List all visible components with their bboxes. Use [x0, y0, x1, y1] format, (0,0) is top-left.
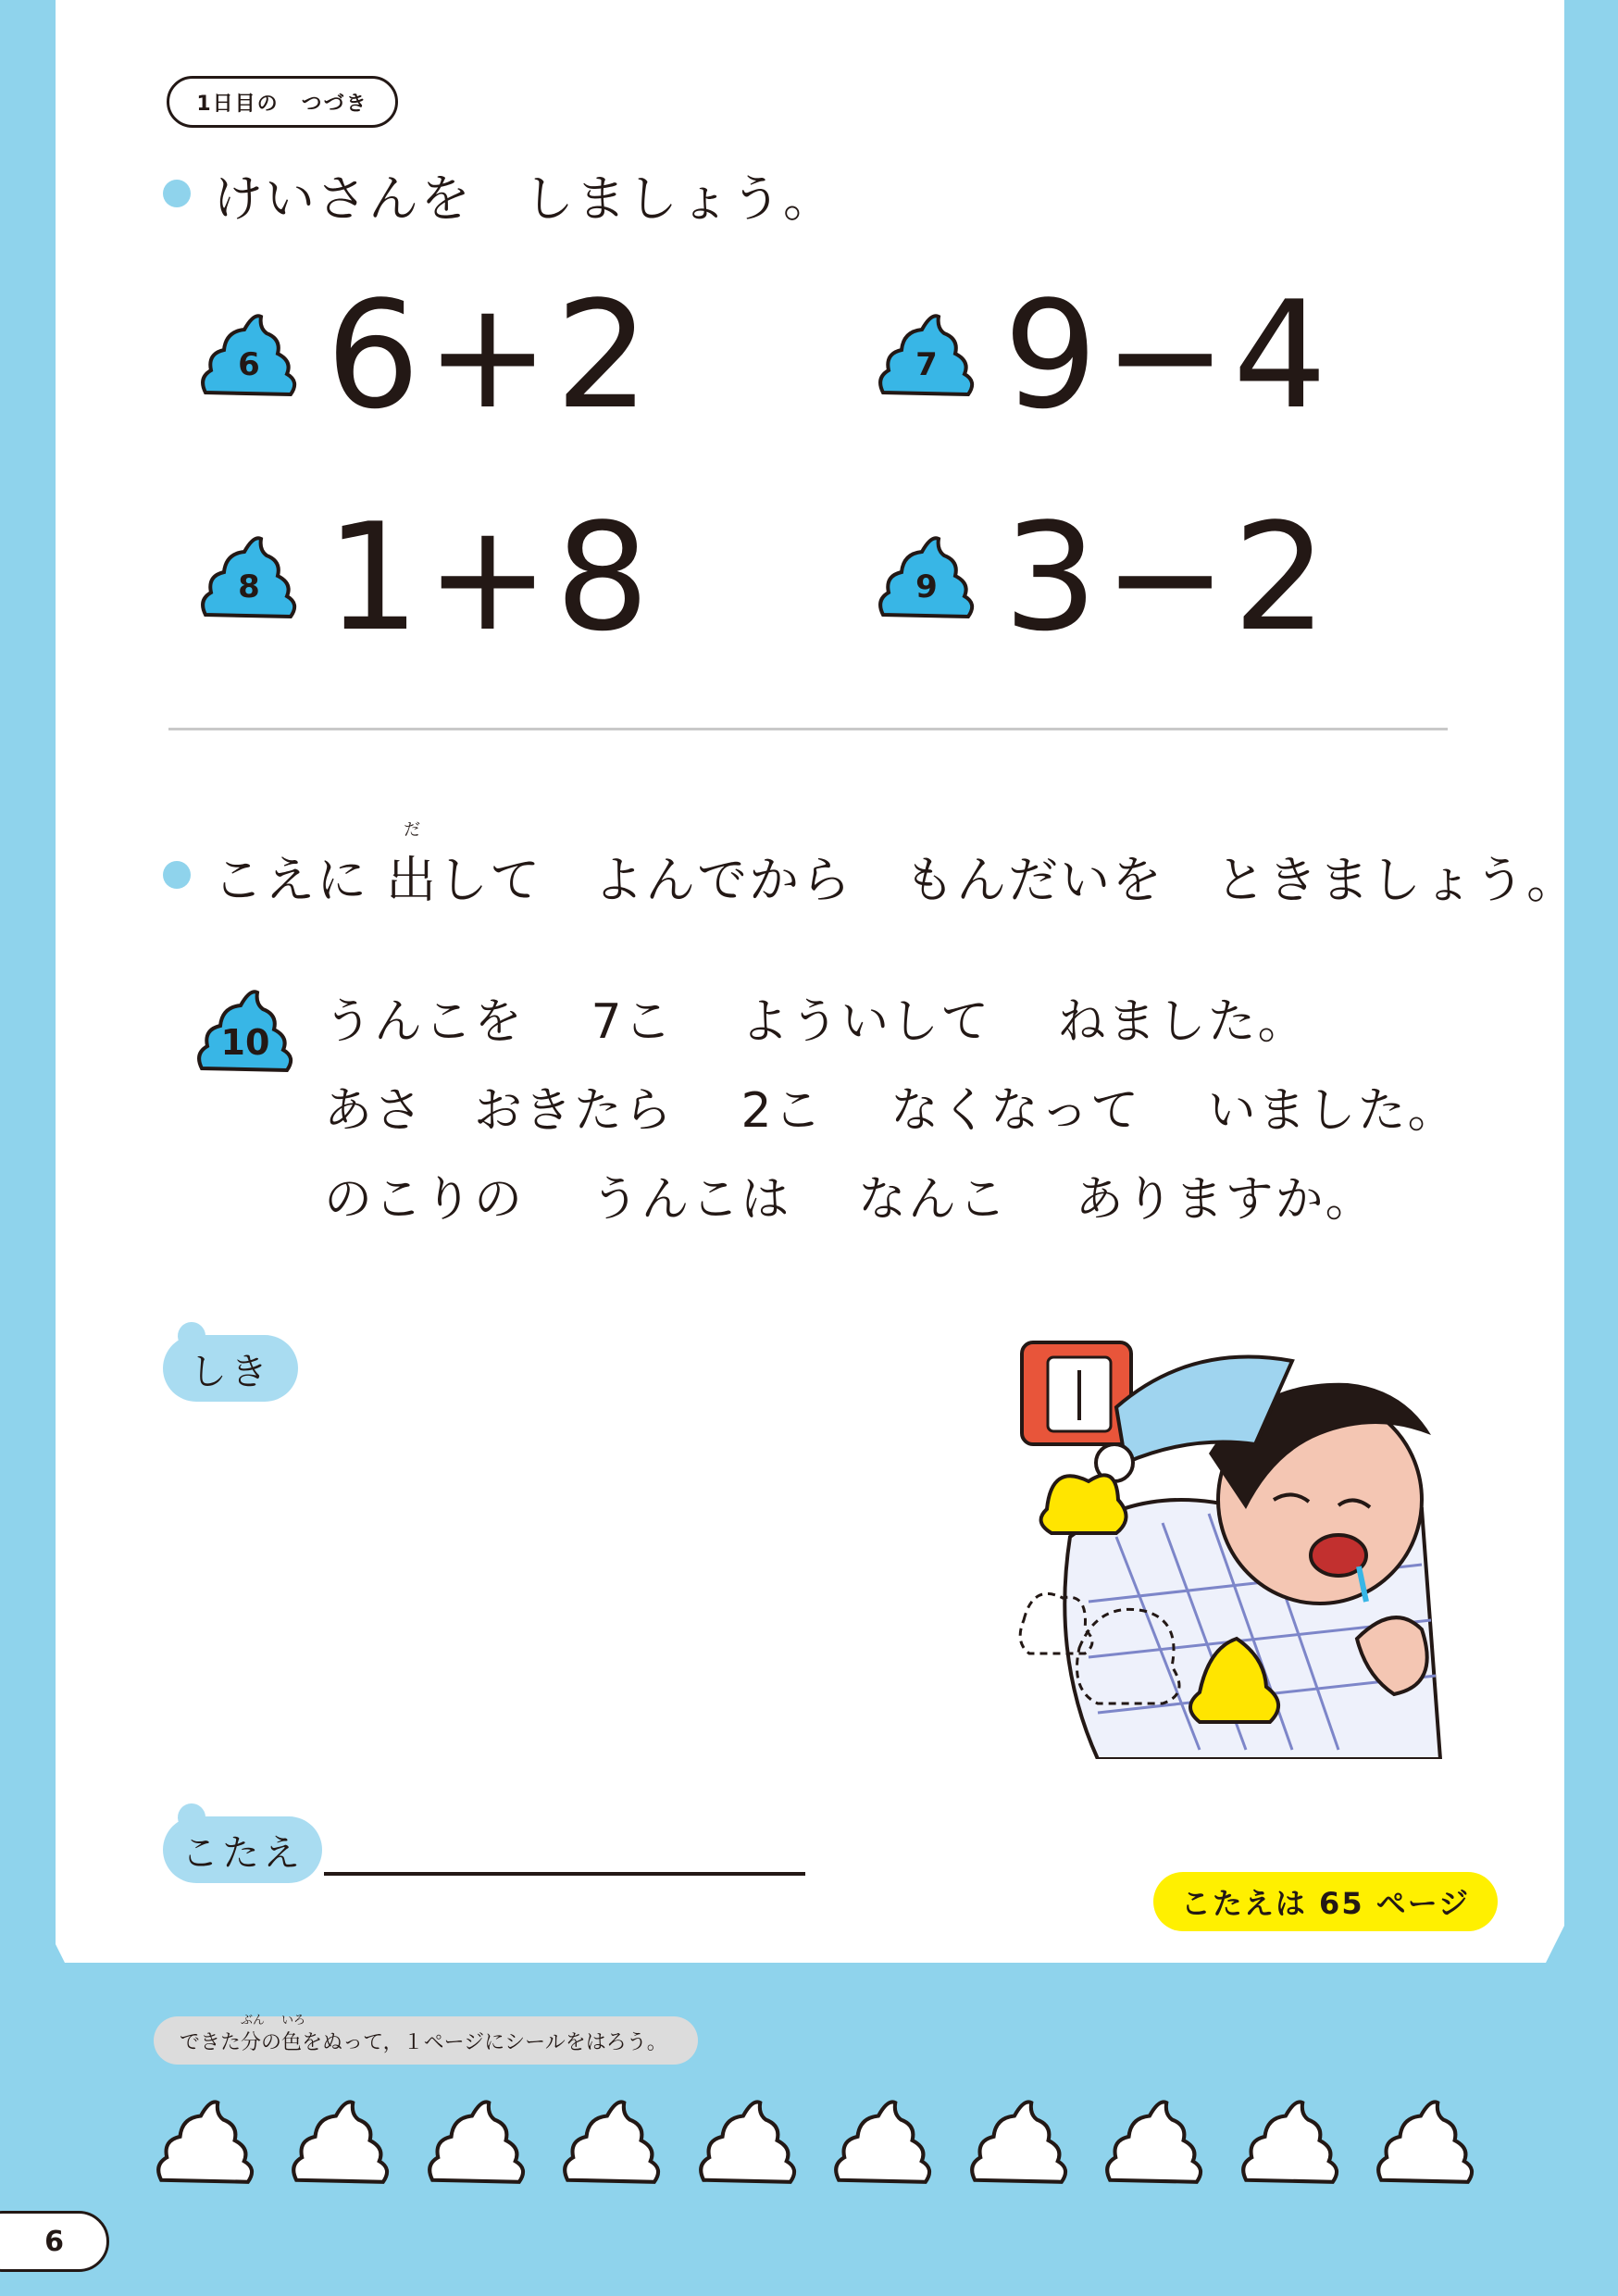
day-tag: 1日目の つづき [167, 76, 398, 128]
answer-label: こたえ [163, 1816, 322, 1883]
story-line: あさ おきたら 2こ なくなって いました。 [324, 1083, 1458, 1139]
sticker-slot[interactable] [1102, 2094, 1206, 2190]
sticker-slot[interactable] [1374, 2094, 1477, 2190]
sticker-instruction: できた ぶん 分 の いろ 色 をぬって，１ページにシールをはろう。 [154, 2016, 698, 2065]
sticker-slot[interactable] [425, 2094, 529, 2190]
ruby-kanji: いろ 色 [281, 2013, 306, 2054]
problem-expression: 6+2 [326, 268, 655, 442]
bullet-dot [163, 861, 191, 889]
poo-number-badge: 8 [198, 531, 300, 624]
page-number: 6 [0, 2211, 109, 2272]
problem-expression: 9−4 [1003, 268, 1333, 442]
answer-page-reference: こたえは 65 ページ [1153, 1872, 1498, 1931]
story-line: うんこを 7こ よういして ねました。 [324, 994, 1308, 1050]
sticker-slot[interactable] [831, 2094, 935, 2190]
word-problem [324, 978, 1458, 1244]
poo-number-badge: 10 [194, 985, 296, 1078]
formula-label: しき [163, 1335, 298, 1402]
poo-number-badge: 6 [198, 309, 300, 402]
sticker-slots [154, 2094, 1477, 2190]
sticker-slot[interactable] [696, 2094, 800, 2190]
ruby-kanji: だ 出 [386, 820, 439, 909]
problem-6 [198, 268, 655, 442]
reading-instruction: こえに だ 出して よんでから もんだいを ときましょう。 [213, 841, 1578, 912]
problem-expression: 1+8 [326, 491, 655, 664]
sleeping-man-illustration [1014, 1324, 1450, 1759]
section-divider [168, 728, 1448, 730]
poo-number-badge: 9 [876, 531, 977, 624]
problem-8 [198, 491, 655, 664]
story-line: のこりの うんこは なんこ ありますか。 [324, 1172, 1375, 1228]
sticker-slot[interactable] [154, 2094, 257, 2190]
calc-instruction: けいさんを しましょう。 [213, 169, 835, 228]
problem-expression: 3−2 [1003, 491, 1333, 664]
poo-number-badge: 7 [876, 309, 977, 402]
sticker-slot[interactable] [560, 2094, 664, 2190]
bullet-dot [163, 180, 191, 207]
sticker-slot[interactable] [967, 2094, 1071, 2190]
ruby-kanji: ぶん 分 [241, 2013, 266, 2054]
answer-input-line[interactable] [324, 1872, 805, 1876]
problem-9 [876, 491, 1333, 664]
sticker-slot[interactable] [1238, 2094, 1342, 2190]
sticker-slot[interactable] [289, 2094, 392, 2190]
problem-7 [876, 268, 1333, 442]
